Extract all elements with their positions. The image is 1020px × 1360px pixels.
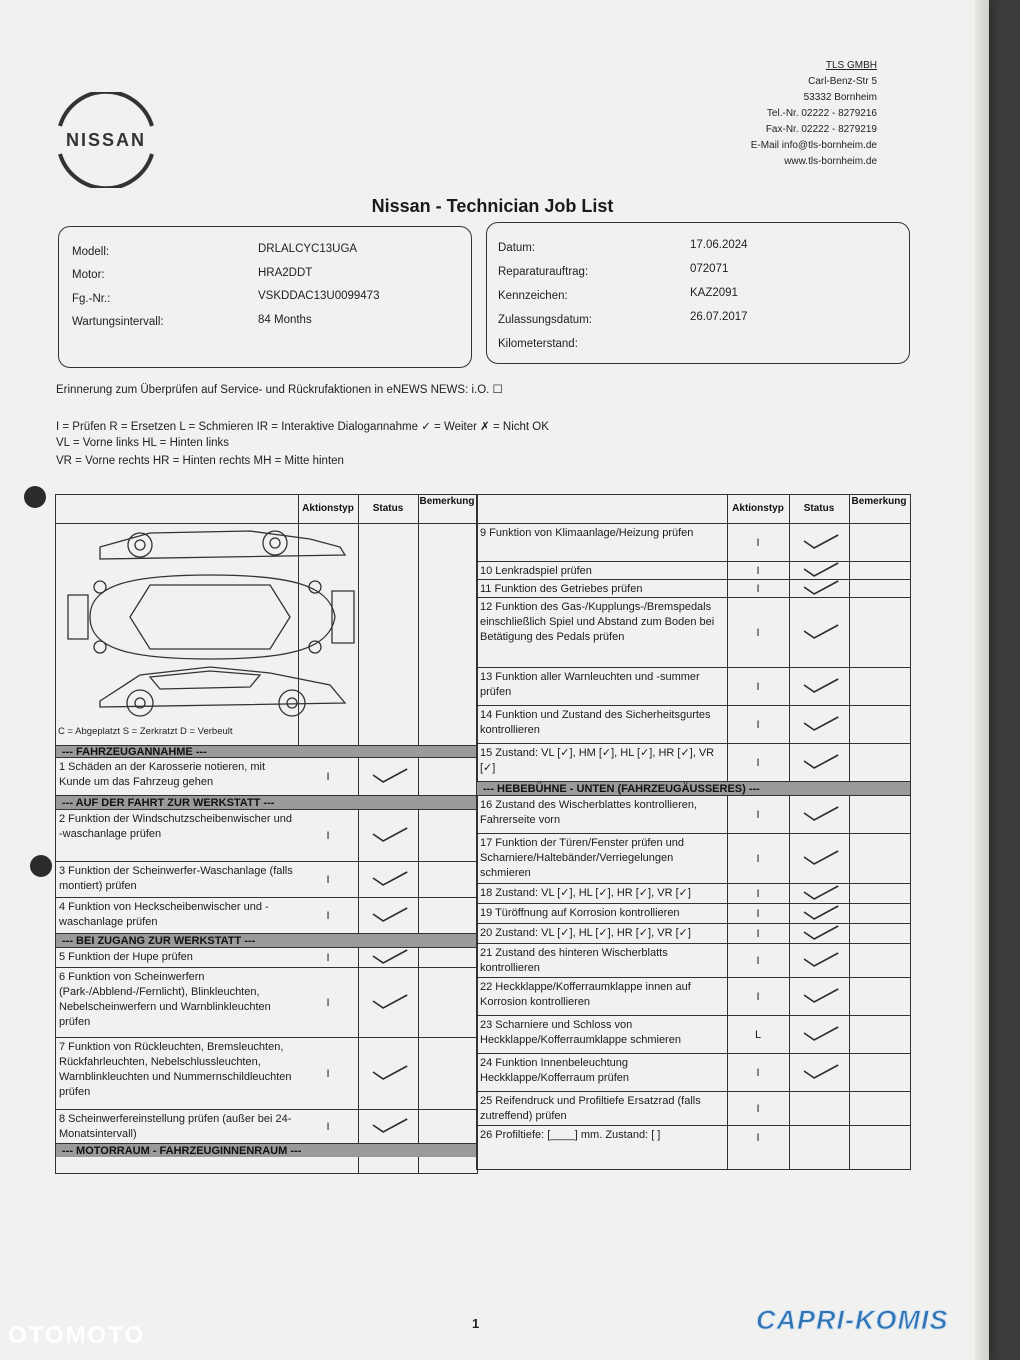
section-header: --- AUF DER FAHRT ZUR WERKSTATT --- bbox=[56, 795, 477, 809]
punch-hole bbox=[24, 486, 46, 508]
vin-label: Fg.-Nr.: bbox=[72, 293, 111, 305]
checklist-row bbox=[56, 1109, 477, 1144]
checklist-row bbox=[56, 809, 477, 862]
task-description: 14 Funktion und Zustand des Sicherheitsgurtes kontrollieren bbox=[480, 709, 711, 736]
action-type: I bbox=[326, 1068, 330, 1080]
action-type: I bbox=[326, 952, 330, 964]
status-checkmark-icon bbox=[789, 834, 849, 884]
checklist-row bbox=[477, 795, 910, 834]
left-checklist-table bbox=[55, 494, 478, 1174]
mileage-label: Kilometerstand: bbox=[498, 338, 578, 350]
status-checkmark-icon bbox=[789, 884, 849, 904]
document-title: Nissan - Technician Job List bbox=[371, 196, 614, 216]
task-description: 1 Schäden an der Karosserie notieren, mit Kunde um das Fahrzeug gehen bbox=[59, 761, 266, 788]
action-type: I bbox=[756, 1067, 760, 1079]
nissan-logo bbox=[48, 92, 164, 188]
left-type-header: Aktionstyp bbox=[302, 503, 354, 514]
status-checkmark-icon bbox=[358, 1038, 418, 1110]
task-description: 18 Zustand: VL [✓], HL [✓], HR [✓], VR [✓] bbox=[480, 887, 691, 899]
repair-order-label: Reparaturauftrag: bbox=[498, 266, 589, 278]
legend-line-2: VL = Vorne links HL = Hinten links bbox=[56, 437, 230, 449]
action-type: I bbox=[756, 991, 760, 1003]
right-status-header: Status bbox=[803, 503, 835, 514]
task-description: 9 Funktion von Klimaanlage/Heizung prüfen bbox=[480, 527, 694, 539]
action-type: I bbox=[756, 719, 760, 731]
left-remarks-header: Bemerkung bbox=[419, 496, 475, 507]
date-label: Datum: bbox=[498, 242, 536, 254]
action-type: I bbox=[756, 537, 760, 549]
status-checkmark-icon bbox=[789, 978, 849, 1016]
checklist-row bbox=[477, 1091, 910, 1126]
status-checkmark-icon bbox=[358, 968, 418, 1038]
registration-date-value: 26.07.2017 bbox=[690, 311, 748, 323]
action-type: I bbox=[326, 830, 330, 842]
status-checkmark-icon bbox=[358, 810, 418, 862]
car-damage-diagram bbox=[60, 525, 356, 729]
action-type: I bbox=[326, 910, 330, 922]
punch-hole bbox=[30, 855, 52, 877]
status-checkmark-icon bbox=[789, 524, 849, 562]
action-type: I bbox=[326, 874, 330, 886]
model-value: DRLALCYC13UGA bbox=[258, 243, 358, 255]
status-checkmark-icon bbox=[358, 758, 418, 796]
status-checkmark-icon bbox=[789, 796, 849, 834]
task-description: 17 Funktion der Türen/Fenster prüfen und Scharniere/Haltebänder/Verriegelungen schmieren bbox=[480, 837, 685, 879]
plate-label: Kennzeichen: bbox=[498, 290, 568, 302]
checklist-row bbox=[56, 1037, 477, 1110]
dealer-city: 53332 Bornheim bbox=[803, 92, 877, 103]
task-description: 20 Zustand: VL [✓], HL [✓], HR [✓], VR [✓] bbox=[480, 927, 691, 939]
action-type: I bbox=[756, 809, 760, 821]
checklist-row bbox=[477, 743, 910, 782]
checklist-row bbox=[477, 667, 910, 706]
task-description: 15 Zustand: VL [✓], HM [✓], HL [✓], HR [✓], VR [✓] bbox=[480, 747, 715, 774]
checklist-row bbox=[477, 883, 910, 904]
checklist-row bbox=[56, 897, 477, 934]
task-description: 11 Funktion des Getriebes prüfen bbox=[480, 583, 643, 595]
action-type: I bbox=[756, 908, 760, 920]
service-interval-value: 84 Months bbox=[258, 314, 312, 326]
status-checkmark-icon bbox=[358, 948, 418, 968]
task-description: 3 Funktion der Scheinwerfer-Waschanlage (falls montiert) prüfen bbox=[59, 865, 293, 892]
status-checkmark-icon bbox=[789, 598, 849, 668]
dealer-address bbox=[751, 58, 877, 170]
capri-komis-watermark: CAPRI-KOMIS bbox=[756, 1305, 949, 1335]
dealer-name: TLS GMBH bbox=[825, 60, 877, 71]
checklist-row bbox=[477, 923, 910, 944]
legend-line-3: VR = Vorne rechts HR = Hinten rechts MH = Mitte hinten bbox=[56, 455, 344, 467]
task-description: 13 Funktion aller Warnleuchten und -summer prüfen bbox=[480, 671, 700, 698]
otomoto-watermark: OTOMOTO bbox=[8, 1322, 146, 1349]
checklist-row bbox=[477, 977, 910, 1016]
status-checkmark-icon bbox=[789, 1016, 849, 1054]
checklist-row bbox=[477, 579, 910, 598]
checklist-row bbox=[477, 1015, 910, 1054]
status-checkmark-icon bbox=[358, 1110, 418, 1144]
dealer-email: E-Mail info@tls-bornheim.de bbox=[750, 140, 877, 151]
action-type: I bbox=[756, 928, 760, 940]
status-checkmark-icon bbox=[789, 706, 849, 744]
dealer-fax: Fax-Nr. 02222 - 8279219 bbox=[765, 124, 877, 135]
task-description: 25 Reifendruck und Profiltiefe Ersatzrad (falls zutreffend) prüfen bbox=[480, 1095, 701, 1122]
task-description: 19 Türöffnung auf Korrosion kontrollieren bbox=[480, 907, 680, 919]
action-type: I bbox=[756, 583, 760, 595]
action-type: L bbox=[754, 1029, 762, 1041]
action-type: I bbox=[756, 888, 760, 900]
page-number: 1 bbox=[472, 1316, 480, 1331]
dealer-phone: Tel.-Nr. 02222 - 8279216 bbox=[766, 108, 877, 119]
dealer-street: Carl-Benz-Str 5 bbox=[808, 76, 877, 87]
checklist-row bbox=[477, 903, 910, 924]
logo-text: NISSAN bbox=[65, 130, 147, 150]
action-type: I bbox=[326, 997, 330, 1009]
right-type-header: Aktionstyp bbox=[732, 503, 784, 514]
action-type: I bbox=[756, 1132, 760, 1144]
section-header: --- MOTORRAUM - FAHRZEUGINNENRAUM --- bbox=[56, 1143, 477, 1157]
date-value: 17.06.2024 bbox=[690, 239, 748, 251]
status-checkmark-icon bbox=[789, 1054, 849, 1092]
dealer-website: www.tls-bornheim.de bbox=[784, 156, 877, 167]
task-description: 8 Scheinwerfereinstellung prüfen (außer bei 24-Monatsintervall) bbox=[59, 1113, 292, 1140]
engine-value: HRA2DDT bbox=[258, 267, 313, 279]
checklist-row bbox=[477, 943, 910, 978]
diagram-caption: C = Abgeplatzt S = Zerkratzt D = Verbeult bbox=[58, 726, 233, 737]
status-checkmark-icon bbox=[358, 898, 418, 934]
status-checkmark-icon bbox=[789, 944, 849, 978]
status-checkmark-icon bbox=[789, 580, 849, 598]
service-interval-label: Wartungsintervall: bbox=[72, 316, 164, 328]
checklist-row bbox=[477, 705, 910, 744]
section-header: --- HEBEBÜHNE - UNTEN (FAHRZEUGÄUSSERES) --- bbox=[477, 781, 910, 795]
checklist-row bbox=[477, 561, 910, 580]
task-description: 10 Lenkradspiel prüfen bbox=[480, 565, 592, 577]
task-description: 4 Funktion von Heckscheibenwischer und -waschanlage prüfen bbox=[59, 901, 269, 928]
task-description: 23 Scharniere und Schloss von Heckklappe/Kofferraumklappe schmieren bbox=[480, 1019, 681, 1046]
action-type: I bbox=[756, 627, 760, 639]
checklist-row bbox=[477, 833, 910, 884]
task-description: 22 Heckklappe/Kofferraumklappe innen auf Korrosion kontrollieren bbox=[480, 981, 691, 1008]
action-type: I bbox=[756, 955, 760, 967]
task-description: 2 Funktion der Windschutzscheibenwischer und -waschanlage prüfen bbox=[59, 813, 292, 840]
action-type: I bbox=[756, 757, 760, 769]
checklist-row bbox=[477, 523, 910, 562]
plate-value: KAZ2091 bbox=[690, 287, 738, 299]
registration-date-label: Zulassungsdatum: bbox=[498, 314, 592, 326]
action-type: I bbox=[756, 853, 760, 865]
left-status-header: Status bbox=[372, 503, 404, 514]
status-checkmark-icon bbox=[789, 744, 849, 782]
checklist-row bbox=[477, 597, 910, 668]
checklist-row bbox=[56, 757, 477, 796]
engine-label: Motor: bbox=[72, 269, 105, 281]
status-checkmark-icon bbox=[789, 562, 849, 580]
task-description: 7 Funktion von Rückleuchten, Bremsleuchten, Rückfahrleuchten, Nebelschlussleuchten, Warnblinkleuchten und Nummernschildleuchten prüfen bbox=[59, 1041, 292, 1098]
repair-order-value: 072071 bbox=[690, 263, 729, 275]
checklist-row bbox=[56, 947, 477, 968]
legend-line-1: I = Prüfen R = Ersetzen L = Schmieren IR = Interaktive Dialogannahme ✓ = Weiter ✗ = Nicht OK bbox=[56, 421, 549, 433]
right-remarks-header: Bemerkung bbox=[851, 496, 907, 507]
task-description: 26 Profiltiefe: [____] mm. Zustand: [ ] bbox=[480, 1129, 661, 1141]
action-type: I bbox=[756, 1103, 760, 1115]
action-type: I bbox=[326, 771, 330, 783]
model-label: Modell: bbox=[72, 246, 110, 258]
task-description: 6 Funktion von Scheinwerfern (Park-/Abblend-/Fernlicht), Blinkleuchten, Nebelscheinwerfern und Warnblinkleuchten prüfen bbox=[59, 971, 271, 1028]
status-checkmark-icon bbox=[358, 862, 418, 898]
section-header: --- BEI ZUGANG ZUR WERKSTATT --- bbox=[56, 933, 477, 947]
task-description: 16 Zustand des Wischerblattes kontrollieren, Fahrerseite vorn bbox=[480, 799, 698, 826]
task-description: 5 Funktion der Hupe prüfen bbox=[59, 951, 193, 963]
checklist-row bbox=[477, 1053, 910, 1092]
status-checkmark-icon bbox=[789, 924, 849, 944]
checklist-row bbox=[56, 861, 477, 898]
section-header: --- FAHRZEUGANNAHME --- bbox=[56, 745, 477, 757]
task-description: 24 Funktion Innenbeleuchtung Heckklappe/Kofferraum prüfen bbox=[480, 1057, 629, 1084]
task-description: 21 Zustand des hinteren Wischerblatts kontrollieren bbox=[480, 947, 668, 974]
checklist-row bbox=[56, 967, 477, 1038]
task-description: 12 Funktion des Gas-/Kupplungs-/Bremspedals einschließlich Spiel und Abstand zum Boden bei Betätigung des Pedals prüfen bbox=[480, 601, 715, 643]
status-checkmark-icon bbox=[789, 668, 849, 706]
action-type: I bbox=[756, 565, 760, 577]
vin-value: VSKDDAC13U0099473 bbox=[258, 290, 380, 302]
right-checklist-table bbox=[476, 494, 911, 1170]
recall-reminder: Erinnerung zum Überprüfen auf Service- und Rückrufaktionen in eNEWS NEWS: i.O. ☐ bbox=[56, 384, 503, 396]
action-type: I bbox=[326, 1121, 330, 1133]
status-checkmark-icon bbox=[789, 904, 849, 924]
checklist-row bbox=[477, 1125, 910, 1150]
action-type: I bbox=[756, 681, 760, 693]
